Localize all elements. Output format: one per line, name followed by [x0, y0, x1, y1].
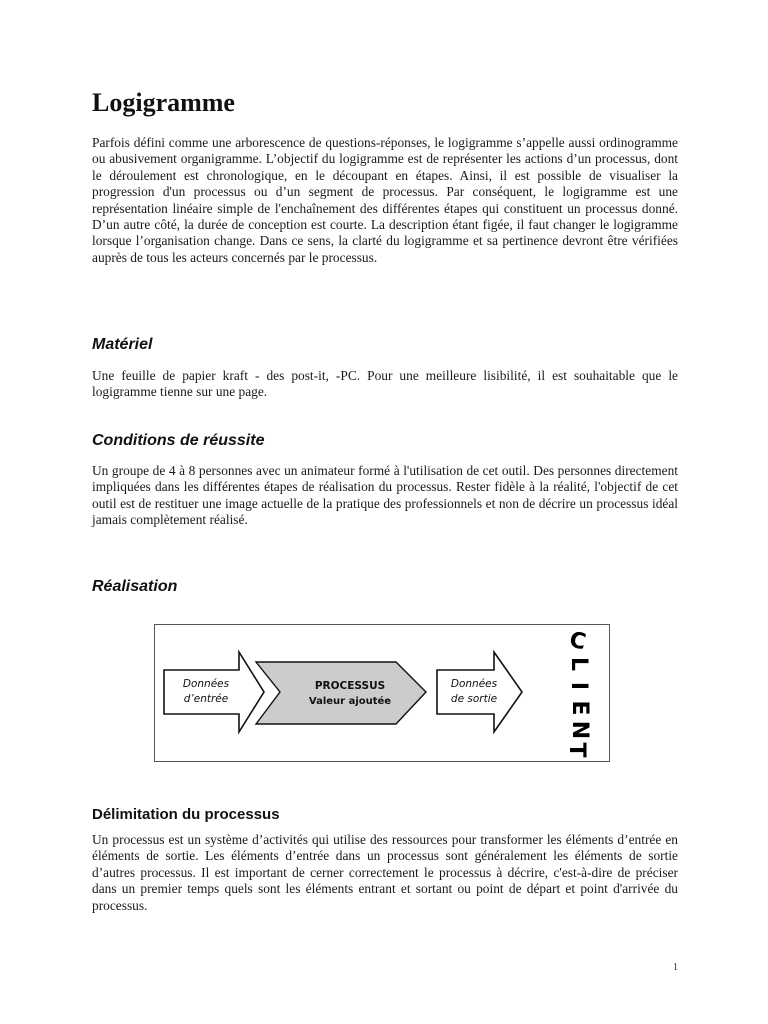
client-letter-e: E [567, 700, 592, 716]
process-label-line2: Valeur ajoutée [308, 696, 392, 707]
conditions-paragraph: Un groupe de 4 à 8 personnes avec un animateur formé à l'utilisation de cet outil. Des personnes directement impliquées dans les différentes étapes de réalisation du processus. Rester fidèle à la réalité, l'objectif de cet outil est de restituer une image actuelle de la pratique des professionnels et non de décrire un processus idéal jamais complètement réalisé. [92, 463, 678, 528]
client-letter-c: C [567, 627, 589, 656]
process-diagram [154, 624, 610, 762]
delimitation-heading: Délimitation du processus [92, 806, 280, 823]
input-label-line1: Données [182, 678, 230, 690]
delimitation-paragraph: Un processus est un système d’activités qui utilise des ressources pour transformer les éléments d’entrée en éléments de sortie. Les éléments d’entrée dans un processus sont généralement les éléments de sortie d’autres processus. Il est important de cerner correctement le processus à décrire, c'est-à-dire de préciser dans un premier temps quels sont les éléments entrant et sortant ou point de départ et point d'arrivée du processus. [92, 832, 678, 913]
output-label-line1: Données [450, 678, 498, 690]
process-chevron [256, 662, 426, 724]
client-letter-t: T [564, 742, 589, 758]
process-label-line1: PROCESSUS [314, 680, 386, 692]
input-label-line2: d’entrée [183, 693, 229, 705]
page-title: Logigramme [92, 88, 235, 117]
materiel-heading: Matériel [92, 336, 153, 353]
realisation-heading: Réalisation [92, 578, 178, 595]
materiel-paragraph: Une feuille de papier kraft - des post-it, -PC. Pour une meilleure lisibilité, il est souhaitable que le logigramme tienne sur une page. [92, 368, 678, 400]
client-letter-n: N [567, 720, 592, 740]
output-label-line2: de sortie [450, 693, 498, 705]
client-letter-l: L [566, 656, 591, 672]
client-letter-i: I [566, 681, 591, 691]
conditions-heading: Conditions de réussite [92, 432, 265, 449]
page-number: 1 [673, 962, 678, 973]
intro-paragraph: Parfois défini comme une arborescence de questions-réponses, le logigramme s’appelle aussi ordinogramme ou abusivement organigramme. L’objectif du logigramme est de représenter les actions d’un processus, dont le déroulement est chronologique, en le découpant en étapes. Ainsi, il est possible de visualiser la progression d'un processus ou d’un segment de processus. Par conséquent, le logigramme est une représentation linéaire simple de l'enchaînement des différentes étapes qui constituent un processus donné. D’un autre côté, la durée de conception est courte. La description étant figée, il faut changer le logigramme lorsque l’organisation change. Dans ce sens, la clarté du logigramme et sa pertinence devront être vérifiées auprès de tous les acteurs concernés par le processus. [92, 135, 678, 265]
